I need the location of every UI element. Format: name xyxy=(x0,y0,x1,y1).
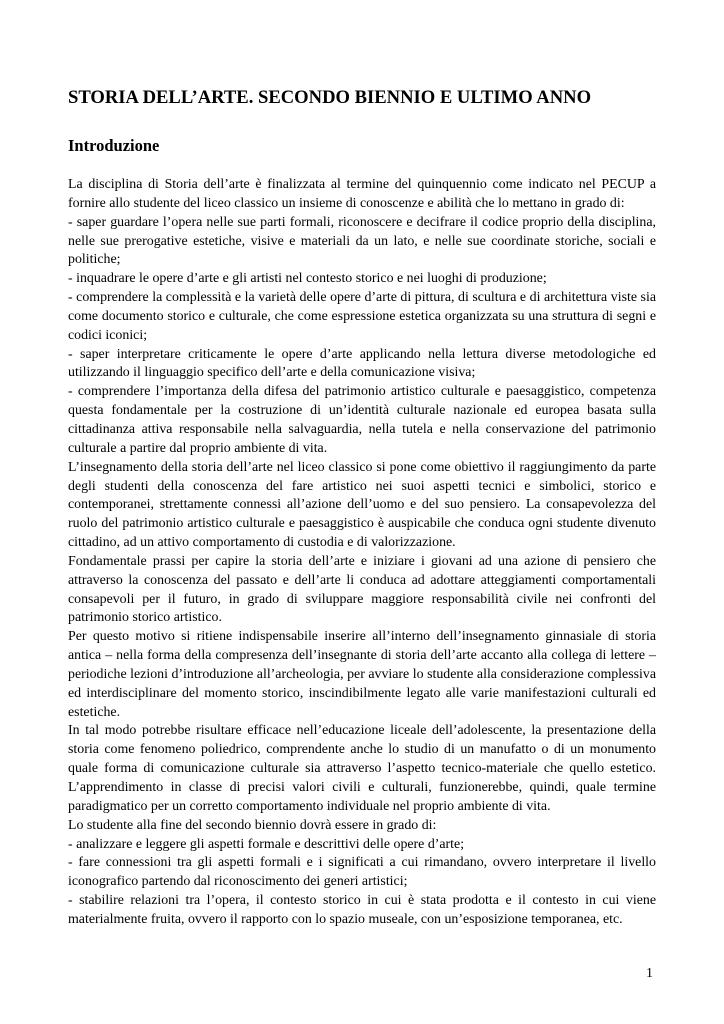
paragraph-prassi: Fondamentale prassi per capire la storia dell’arte e iniziare i giovani ad una azione di pensiero che attraverso la conoscenza del passato e dell’arte li conduca ad adottare atteggiamenti comportamentali consapevoli per il futuro, in grado di sviluppare maggiore responsabilità civile nei confronti del patrimonio storico artistico. xyxy=(68,553,656,626)
list-item-inquadrare-opere: - inquadrare le opere d’arte e gli artisti nel contesto storico e nei luoghi di produzione; xyxy=(68,271,547,287)
list-item-interpretare-criticamente: - saper interpretare criticamente le opere d’arte applicando nella lettura diverse metodologiche ed utilizzando il linguaggio specifico dell’arte e della comunicazione visiva; xyxy=(68,346,656,381)
paragraph-insegnamento: L’insegnamento della storia dell’arte nel liceo classico si pone come obiettivo il raggiungimento da parte degli studenti della conoscenza del fare artistico nei suoi aspetti tecnici e simbolici, storico e contemporanei, strettamente connessi all’azione dell’uomo e del suo pensiero. La consapevolezza del ruolo del patrimonio artistico culturale e paesaggistico è auspicabile che conduca ogni studente divenuto cittadino, ad un attivo comportamento di custodia e di valorizzazione. xyxy=(68,459,656,551)
list-item-difesa-patrimonio: - comprendere l’importanza della difesa del patrimonio artistico culturale e paesaggistico, competenza questa fondamentale per la costruzione di un’identità culturale nazionale ed europea basata sulla cittadinanza attiva responsabile nella salvaguardia, nella tutela e nella conservazione del patrimonio culturale a partire dal proprio ambiente di vita. xyxy=(68,384,656,456)
section-heading: Introduzione xyxy=(68,136,160,155)
list-item-relazioni: - stabilire relazioni tra l’opera, il contesto storico in cui è stata prodotta e il contesto in cui viene materialmente fruita, ovvero il rapporto con lo spazio museale, con un’esposizione temporanea, etc. xyxy=(68,893,656,927)
document-title: STORIA DELL’ARTE. SECONDO BIENNIO E ULTIMO ANNO xyxy=(68,87,592,108)
paragraph-archeologia: Per questo motivo si ritiene indispensabile inserire all’interno dell’insegnamento ginnasiale di storia antica – nella forma della compresenza dell’insegnante di storia dell’arte accanto alla collega di lettere – periodiche lezioni d’introduzione all’archeologia, per avviare lo studente alla considerazione complessiva ed interdisciplinare del momento storico, inscindibilmente legato alle varie manifestazioni culturali ed estetiche. xyxy=(68,629,656,720)
list-item-connessioni: - fare connessioni tra gli aspetti formali e i significati a cui rimandano, ovvero interpretare il livello iconografico partendo dal riconoscimento dei generi artistici; xyxy=(68,855,656,890)
paragraph-educazione: In tal modo potrebbe risultare efficace nell’educazione liceale dell’adolescente, la presentazione della storia come fenomeno poliedrico, comprendente anche lo studio di un manufatto o di un monumento quale forma di comunicazione culturale sia attraverso l’aspetto tecnico-materiale che quello estetico. L’apprendimento in classe di precisi valori civili e culturali, funzionerebbe, quindi, quale termine paradigmatico per un corretto comportamento individuale nel proprio ambiente di vita. xyxy=(68,723,656,814)
list-item-analizzare: - analizzare e leggere gli aspetti formale e descrittivi delle opere d’arte; xyxy=(68,836,465,852)
list-item-comprendere-complessita: - comprendere la complessità e la varietà delle opere d’arte di pittura, di scultura e di architettura viste sia come documento storico e culturale, che come espressione estetica organizzata su una struttura di segni e codici iconici; xyxy=(68,290,656,343)
paragraph-fine-biennio: Lo studente alla fine del secondo biennio dovrà essere in grado di: xyxy=(68,817,437,833)
page-number: 1 xyxy=(646,966,653,981)
list-item-guardare-opera: - saper guardare l’opera nelle sue parti formali, riconoscere e decifrare il codice proprio della disciplina, nelle sue prerogative estetiche, visive e materiali da un lato, e nelle sue coordinate storiche, sociali e politiche; xyxy=(68,214,656,268)
body-text xyxy=(68,176,656,930)
paragraph-intro: La disciplina di Storia dell’arte è finalizzata al termine del quinquennio come indicato nel PECUP a fornire allo studente del liceo classico un insieme di conoscenze e abilità che lo mettano in grado di: xyxy=(68,177,656,211)
